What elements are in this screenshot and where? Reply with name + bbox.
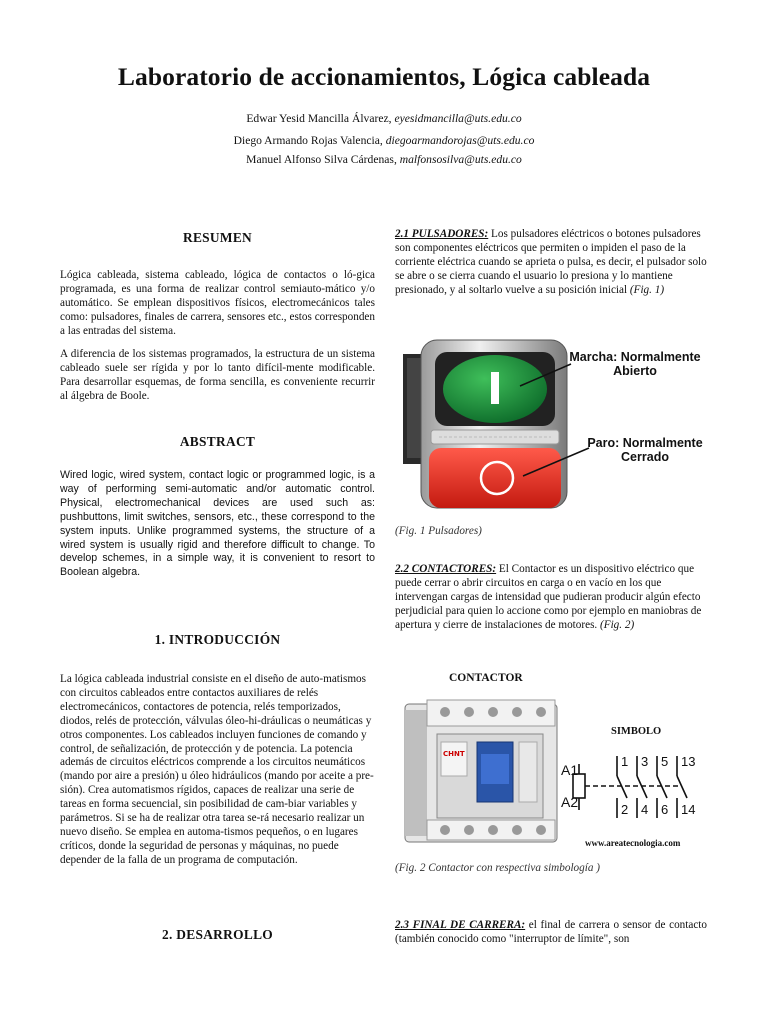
fig2-caption: (Fig. 2 Contactor con respectiva simbología ) [395, 862, 600, 874]
contactor-image [397, 690, 707, 854]
coil-label-a1: A1 [561, 762, 579, 778]
figure-2-contactor [397, 668, 707, 854]
final-carrera-paragraph [395, 919, 707, 947]
introduccion-heading: 1. INTRODUCCIÓN [154, 632, 281, 647]
resumen-heading: RESUMEN [182, 230, 253, 245]
introduccion-paragraph: La lógica cableada industrial consiste en el diseño de auto-matismos con circuitos cableados entre contactos auxiliares de relés electromecánicos, contactores de potencia, relés temporizados, diodos, relés de protección, válvulas óleo-hi-dráulicas o neumáticas y otros componentes. Los cableados incluyen funciones de comando y control, de señalización, de protección y de potencia. La potencia además de circuitos eléctricos comprende a los circuitos neumáticos (mando por aire a presión) u óleo hidráulicos (mando por aceite a pre-sión). Crea automatismos rígidos, capaces de realizar una serie de tareas en forma secuencial, sin posibilidad de cam-biar variables y parámetros. Si se ha de realizar otra tarea se-rá necesario realizar un nuevo diseño. Se emplea en automa-tismos pequeños, o en lugares críticos, donde la seguridad de personas y máquinas, no puede depender de la falla de un programa de computación. [60, 673, 374, 866]
terminal-bottom-6: 6 [661, 802, 669, 817]
desarrollo-heading: 2. DESARROLLO [161, 927, 274, 942]
terminal-bottom-4: 4 [641, 802, 649, 817]
terminal-top-5: 5 [661, 754, 669, 769]
fig1-label-paro: Paro: Normalmente Cerrado [587, 436, 703, 464]
pulsadores-text: Los pulsadores eléctricos o botones pulsadores son componentes eléctricos que permiten o impiden el paso de la corriente eléctrica cuando se aprieta o pulsa, es decir, el pulsador solo se abre o se cierra cuando el usuario lo presiona y lo mantiene presionado, y al soltarlo vuelve a su posición inicial [395, 228, 707, 296]
paper-title: Laboratorio de accionamientos, Lógica cableada [117, 62, 651, 91]
final-carrera-text: el final de carrera o sensor de contacto (también conocido como "interruptor de límite", son [395, 919, 707, 945]
abstract-paragraph: Wired logic, wired system, contact logic or programmed logic, is a way of performing semi-automatic and/or automatic control. Physical, electromechanical devices are used such as: pushbuttons, limit switches, sensors, etc., these correspond to the system inputs. Unlike programmed systems, the structure of a wired system is usually rigid and therefore difficult to change. To develop schemes, in a simple way, it is convenient to resort to Boolean algebra. [60, 469, 375, 579]
fig2-symbol-label: SIMBOLO [611, 726, 662, 737]
terminal-bottom-14: 14 [681, 802, 696, 817]
fig1-label-marcha: Marcha: Normalmente Abierto [569, 350, 701, 378]
coil-label-a2: A2 [561, 794, 579, 810]
author-name: Manuel Alfonso Silva Cárdenas, [246, 153, 400, 166]
fig1-caption: (Fig. 1 Pulsadores) [395, 525, 482, 537]
author-name: Edwar Yesid Mancilla Álvarez, [246, 112, 395, 125]
terminal-top-1: 1 [621, 754, 629, 769]
author-line-3 [0, 153, 768, 166]
fig2-title: CONTACTOR [449, 672, 523, 684]
pulsadores-subheading: 2.1 PULSADORES: [395, 228, 489, 240]
contactores-text: El Contactor es un dispositivo eléctrico que puede cerrar o abrir circuitos en carga o en vacío en los que intervengan cargas de intensidad que pudieran producir algún efecto perjudicial para quien lo accione como por ejemplo en maniobras de apertura y cierre de instalaciones de motores. [395, 563, 702, 631]
terminal-top-3: 3 [641, 754, 649, 769]
fig2-source-url: www.areatecnologia.com [585, 838, 681, 848]
author-name: Diego Armando Rojas Valencia, [233, 134, 386, 147]
final-carrera-subheading: 2.3 FINAL DE CARRERA: [395, 919, 526, 931]
resumen-paragraph-1: Lógica cableada, sistema cableado, lógica de contactos o ló-gica programada, es una forma de realizar control semiauto-mático y/o automático. Se emplean dispositivos físicos, electromecánicos tales como: pulsadores, finales de carrera, sensores etc., estos corresponden a las entradas del sistema. [60, 269, 375, 337]
fig1-reference: (Fig. 1) [629, 283, 665, 296]
fig2-reference: (Fig. 2) [600, 618, 635, 631]
contactor-brand: CHNT [443, 750, 465, 758]
contactores-subheading: 2.2 CONTACTORES: [395, 563, 497, 575]
pulsadores-paragraph [395, 228, 707, 298]
author-email: diegoarmandorojas@uts.edu.co [385, 134, 535, 147]
resumen-paragraph-2: A diferencia de los sistemas programados, la estructura de un sistema cableado suele ser rígida y por lo tanto difícil-mente modificable. Para desarrollar esquemas, de forma sencilla, es conveniente recurrir al álgebra de Boole. [60, 348, 375, 402]
contactores-paragraph [395, 563, 707, 633]
terminal-bottom-2: 2 [621, 802, 629, 817]
author-email: malfonsosilva@uts.edu.co [399, 153, 522, 166]
author-line-1 [0, 112, 768, 125]
terminal-top-13: 13 [681, 754, 696, 769]
author-line-2 [0, 134, 768, 147]
figure-1-pushbuttons [395, 336, 707, 514]
author-email: eyesidmancilla@uts.edu.co [394, 112, 522, 125]
abstract-heading: ABSTRACT [179, 434, 256, 449]
